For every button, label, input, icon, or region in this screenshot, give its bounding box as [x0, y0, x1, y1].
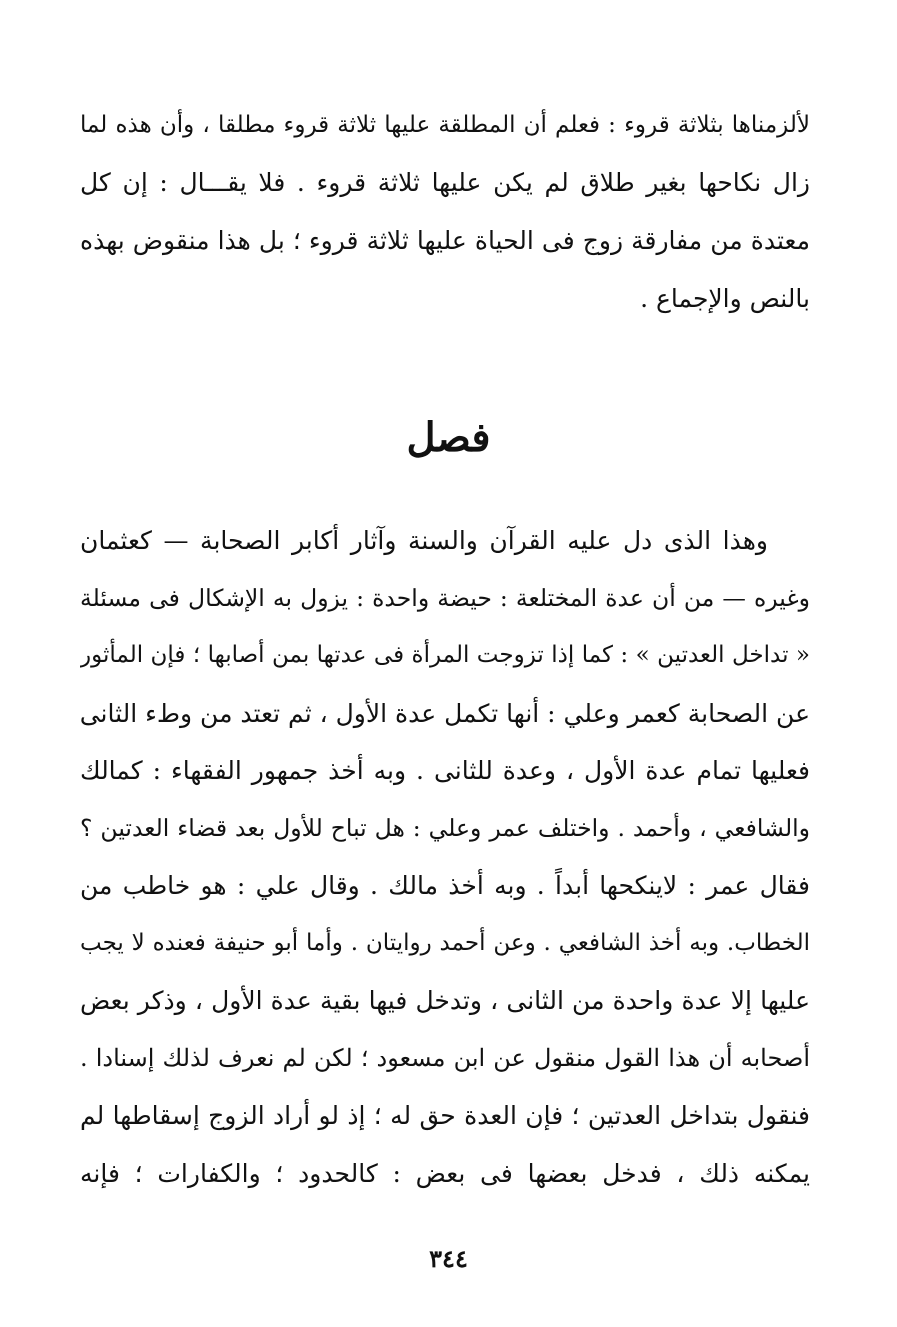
text-line: بالنص والإجماع . [640, 284, 810, 313]
text-line: فعليها تمام عدة الأول ، وعدة للثانى . وبه أخذ جمهور الفقهاء : كمالك [80, 756, 810, 785]
text-line: أصحابه أن هذا القول منقول عن ابن مسعود ؛ لكن لم نعرف لذلك إسنادا . [80, 1043, 810, 1072]
text-line: زال نكاحها بغير طلاق لم يكن عليها ثلاثة قروء . فلا يقـــال : إن كل [80, 168, 810, 197]
text-line: وغيره — من أن عدة المختلعة : حيضة واحدة : يزول به الإشكال فى مسئلة [80, 583, 810, 612]
text-line: يمكنه ذلك ، فدخل بعضها فى بعض : كالحدود ؛ والكفارات ؛ فإنه [80, 1158, 810, 1188]
page-number: ٣٤٤ [429, 1244, 468, 1273]
text-line: فقال عمر : لاينكحها أبداً . وبه أخذ مالك . وقال علي : هو خاطب من [80, 871, 810, 900]
main-paragraph [80, 512, 810, 1202]
section-heading: فصل [406, 414, 491, 461]
text-line: « تداخل العدتين » : كما إذا تزوجت المرأة فى عدتها بمن أصابها ؛ فإن المأثور [80, 642, 810, 668]
text-line: الخطاب. وبه أخذ الشافعي . وعن أحمد روايتان . وأما أبو حنيفة فعنده لا يجب [80, 929, 810, 956]
text-line: فنقول بتداخل العدتين ؛ فإن العدة حق له ؛ إذ لو أراد الزوج إسقاطها لم [80, 1101, 810, 1130]
text-line: والشافعي ، وأحمد . واختلف عمر وعلي : هل تباح للأول بعد قضاء العدتين ؟ [80, 813, 810, 842]
text-line: عن الصحابة كعمر وعلي : أنها تكمل عدة الأول ، ثم تعتد من وطء الثانى [80, 698, 810, 728]
top-paragraph [80, 96, 810, 328]
text-line: معتدة من مفارقة زوج فى الحياة عليها ثلاثة قروء ؛ بل هذا منقوض بهذه [80, 226, 810, 255]
text-line: عليها إلا عدة واحدة من الثانى ، وتدخل فيها بقية عدة الأول ، وذكر بعض [80, 986, 810, 1015]
text-line: وهذا الذى دل عليه القرآن والسنة وآثار أكابر الصحابة — كعثمان [80, 526, 768, 555]
text-line: لألزمناها بثلاثة قروء : فعلم أن المطلقة عليها ثلاثة قروء مطلقا ، وأن هذه لما [80, 112, 810, 138]
